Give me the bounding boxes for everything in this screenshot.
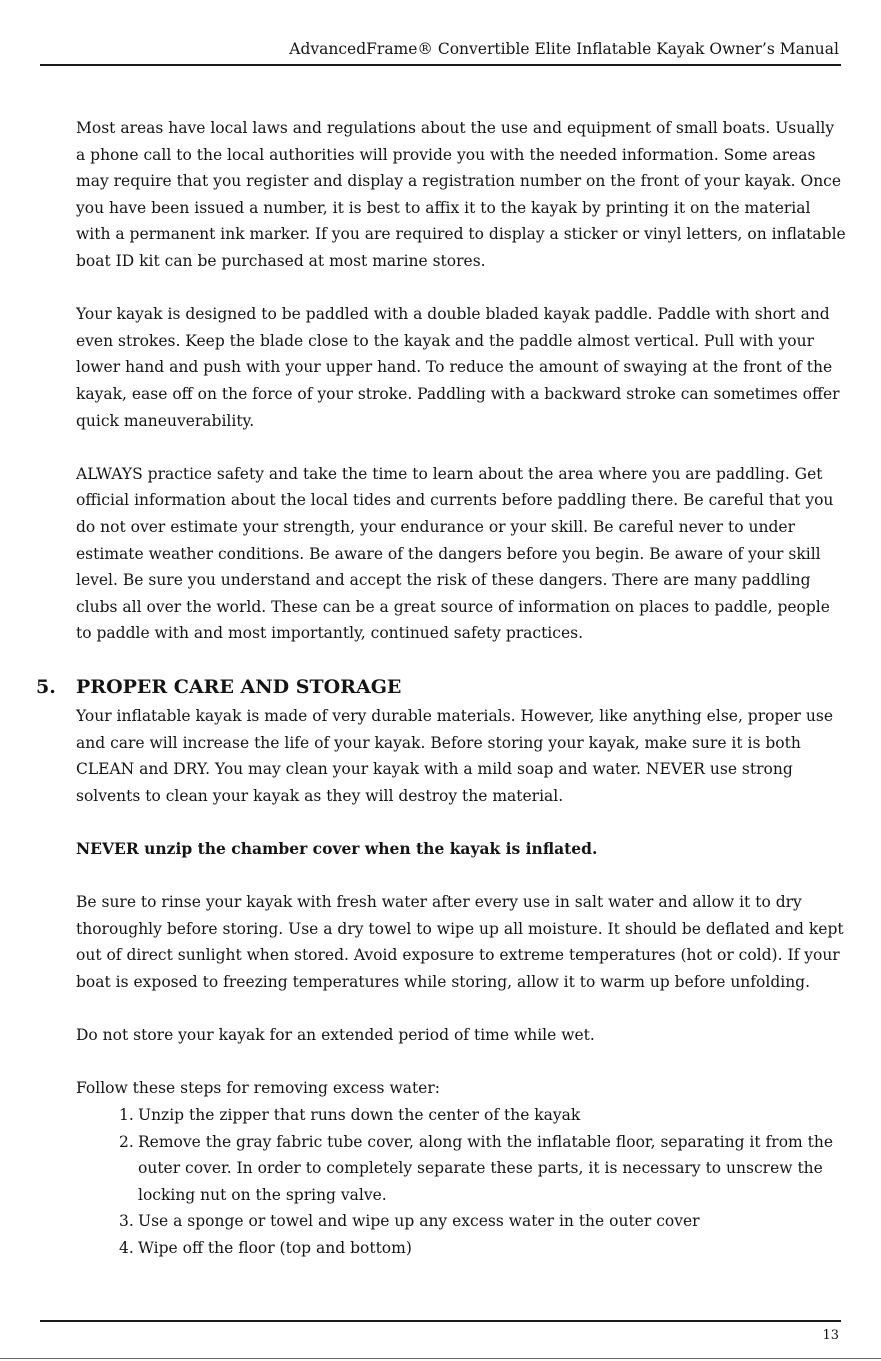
steps-list	[76, 1102, 846, 1262]
paragraph-care: Your inflatable kayak is made of very durable materials. However, like anything else, proper use and care will increase the life of your kayak. Before storing your kayak, make sure it is both CLEAN and DRY. You may clean your kayak with a mild soap and water. NEVER use strong solvents to clean your kayak as they will destroy the material.	[76, 707, 834, 805]
step-number: 2.	[119, 1132, 134, 1151]
list-item	[76, 1208, 846, 1235]
paragraph-wet-storage: Do not store your kayak for an extended period of time while wet.	[76, 1026, 595, 1045]
paragraph-spacer	[76, 1049, 846, 1076]
paragraph-rinse: Be sure to rinse your kayak with fresh water after every use in salt water and allow it to dry thoroughly before storing. Use a dry towel to wipe up all moisture. It should be deflated and kept out of direct sunlight when stored. Avoid exposure to extreme temperatures (hot or cold). If your boat is exposed to freezing temperatures while storing, allow it to warm up before unfolding.	[76, 893, 844, 991]
page-number: 13	[822, 1328, 839, 1343]
running-header: AdvancedFrame® Convertible Elite Inflatable Kayak Owner’s Manual	[289, 40, 839, 58]
paragraph-spacer	[76, 275, 846, 302]
step-number: 3.	[119, 1212, 134, 1231]
steps-intro: Follow these steps for removing excess water:	[76, 1079, 440, 1098]
paragraph-spacer	[76, 809, 846, 836]
paragraph-paddling: Your kayak is designed to be paddled with a double bladed kayak paddle. Paddle with short and even strokes. Keep the blade close to the kayak and the paddle almost vertical. Pull with your lower hand and push with your upper hand. To reduce the amount of swaying at the front of the kayak, ease off on the force of your stroke. Paddling with a backward stroke can sometimes offer quick maneuverability.	[76, 305, 840, 430]
step-text: Wipe off the floor (top and bottom)	[138, 1238, 412, 1257]
step-text: Remove the gray fabric tube cover, along with the inflatable floor, separating it from the outer cover. In order to completely separate these parts, it is necessary to unscrew the locking nut on the spring valve.	[138, 1132, 834, 1204]
section-body	[76, 703, 846, 1261]
header-rule	[40, 64, 841, 66]
list-item	[76, 1129, 846, 1209]
section-title: PROPER CARE AND STORAGE	[76, 676, 402, 698]
step-text: Use a sponge or towel and wipe up any excess water in the outer cover	[138, 1212, 700, 1231]
section-heading	[36, 674, 401, 700]
step-number: 1.	[119, 1105, 134, 1124]
warning-text: NEVER unzip the chamber cover when the kayak is inflated.	[76, 838, 598, 858]
page-edge	[0, 1358, 881, 1359]
footer-rule	[40, 1320, 841, 1322]
step-text: Unzip the zipper that runs down the center of the kayak	[138, 1105, 581, 1124]
page-body	[76, 115, 846, 647]
step-number: 4.	[119, 1238, 134, 1257]
list-item	[76, 1235, 846, 1262]
list-item	[76, 1102, 846, 1129]
paragraph-safety: ALWAYS practice safety and take the time to learn about the area where you are paddling. Get official information about the local tides and currents before paddling there. Be careful that you do not over estimate your strength, your endurance or your skill. Be careful never to under estimate weather conditions. Be aware of the dangers before you begin. Be aware of your skill level. Be sure you understand and accept the risk of these dangers. There are many paddling clubs all over the world. These can be a great source of information on places to paddle, people to paddle with and most importantly, continued safety practices.	[76, 464, 834, 643]
paragraph-spacer	[76, 434, 846, 461]
paragraph-spacer	[76, 996, 846, 1023]
paragraph-spacer	[76, 863, 846, 890]
section-number: 5.	[36, 676, 56, 698]
paragraph-regulations: Most areas have local laws and regulations about the use and equipment of small boats. Usually a phone call to the local authorities will provide you with the needed information. Some areas may require that you register and display a registration number on the front of your kayak. Once you have been issued a number, it is best to affix it to the kayak by printing it on the material with a permanent ink marker. If you are required to display a sticker or vinyl letters, on inflatable boat ID kit can be purchased at most marine stores.	[76, 119, 846, 270]
